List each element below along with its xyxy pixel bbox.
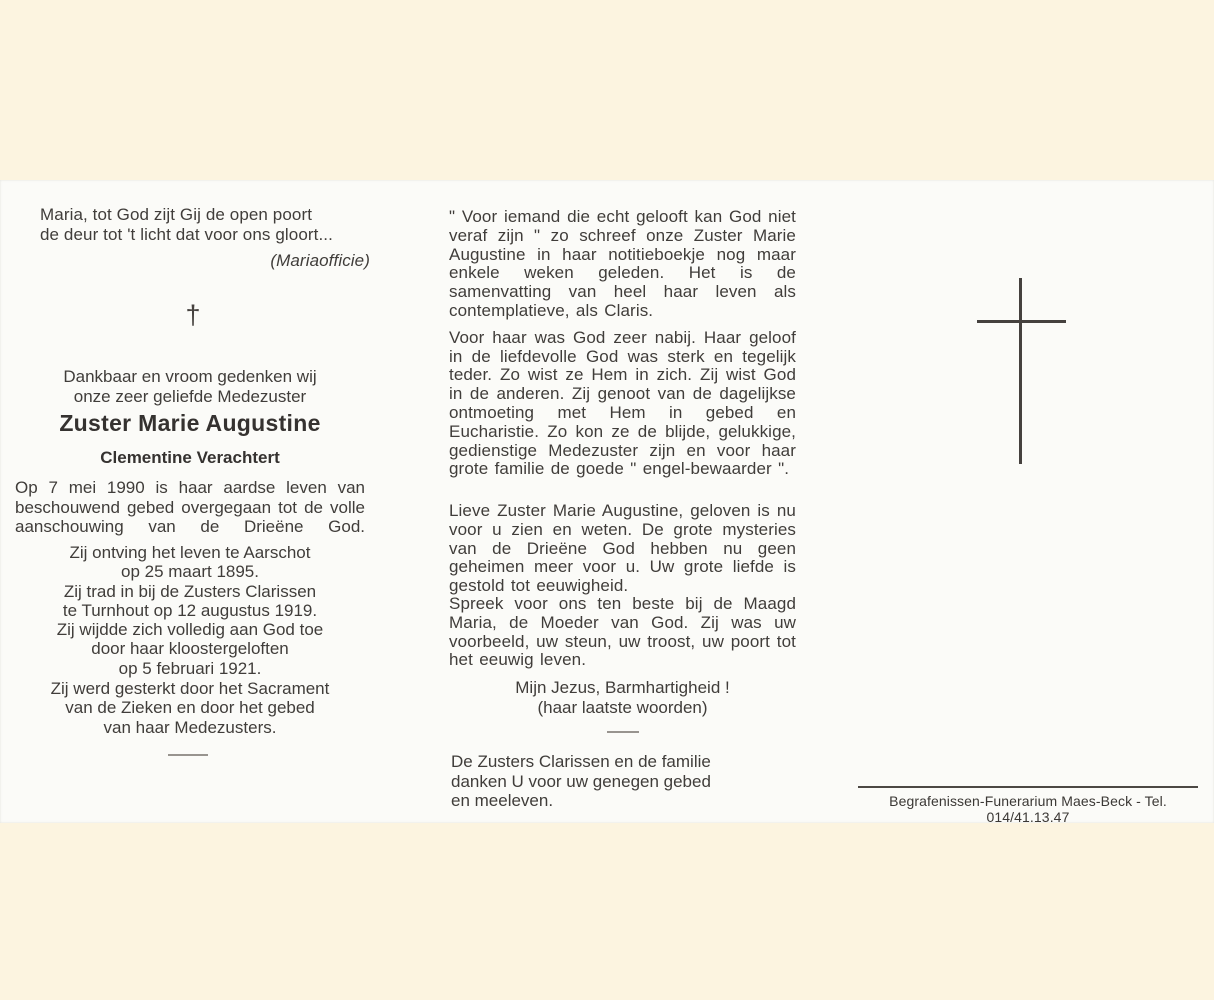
left-column [15, 180, 370, 823]
memorial-intro [15, 367, 365, 406]
sacrament-line: van haar Medezusters. [103, 717, 277, 737]
sacrament-line: van de Zieken en door het gebed [65, 698, 315, 718]
life-events [15, 543, 365, 678]
life-line: door haar kloostergeloften [91, 639, 289, 659]
life-line: Zij ontving het leven te Aarschot [69, 543, 311, 562]
last-words-line: (haar laatste woorden) [537, 697, 708, 717]
footer-rule [858, 786, 1198, 788]
quote-line: Maria, tot God zijt Gij de open poort [40, 205, 313, 224]
eulogy-paragraphs [449, 208, 796, 487]
quote-attribution: (Mariaofficie) [270, 251, 370, 270]
thanks-paragraph [451, 752, 798, 811]
eulogy-paragraph: Voor haar was God zeer nabij. Haar geloof in de liefdevolle God was sterk en tegelijk teder. Zo wist ze Hem in zich. Zij wist God in de anderen. Zij genoot van de dagelijkse ontmoeting met Hem in gebed en Eucharistie. Zo kon ze de blijde, gelukkige, gedienstige Medezuster zijn en voor haar grote familie de goede " engel-bewaarder ". [449, 327, 796, 479]
intro-line: onze zeer geliefde Medezuster [73, 386, 307, 406]
funeral-home-imprint: Begrafenissen-Funerarium Maes-Beck - Tel. 014/41.13.47 [889, 793, 1167, 825]
thanks-line: danken U voor uw genegen gebed [451, 771, 711, 791]
last-words-line: Mijn Jezus, Barmhartigheid ! [515, 678, 730, 697]
opening-quote [40, 205, 370, 271]
intro-line: Dankbaar en vroom gedenken wij [63, 367, 317, 386]
eulogy-paragraph: " Voor iemand die echt gelooft kan God niet veraf zijn " zo schreef onze Zuster Marie Augustine in haar notitieboekje nog maar enkele weken geleden. Het is de samenvatting van heel haar leven als contemplatieve, als Claris. [449, 207, 796, 320]
dagger-cross-icon: † [185, 300, 201, 330]
sacrament-paragraph [15, 679, 365, 737]
sacrament-line: Zij werd gesterkt door het Sacrament [50, 679, 330, 698]
life-line: Zij wijdde zich volledig aan God toe [56, 620, 324, 640]
life-line: op 25 maart 1895. [121, 562, 259, 582]
birth-name: Clementine Verachtert [100, 448, 280, 467]
cross-icon-bar [977, 320, 1066, 323]
section-divider [607, 731, 639, 733]
eulogy-paragraph: Lieve Zuster Marie Augustine, geloven is nu voor u zien en weten. De grote mysteries van de Drieëne God hebben nu geen geheimen meer voor u. Uw grote liefde is gestold tot eeuwigheid. [449, 501, 796, 596]
quote-line: de deur tot 't licht dat voor ons gloort... [40, 225, 333, 244]
eulogy-paragraph: Spreek voor ons ten beste bij de Maagd Maria, de Moeder van God. Zij was uw voorbeeld, uw steun, uw troost, uw poort tot het eeuwig leven. [449, 594, 796, 670]
deceased-name: Zuster Marie Augustine [59, 410, 321, 436]
right-panel [845, 180, 1214, 823]
life-line: te Turnhout op 12 augustus 1919. [62, 600, 318, 620]
thanks-line: De Zusters Clarissen en de familie [451, 752, 711, 771]
thanks-line: en meeleven. [451, 791, 554, 810]
eulogy-paragraph-3 [449, 502, 796, 604]
cross-icon [1019, 278, 1022, 464]
eulogy-paragraph-4 [449, 595, 796, 678]
last-words [449, 678, 796, 717]
life-line: op 5 februari 1921. [118, 658, 262, 678]
death-paragraph: Op 7 mei 1990 is haar aardse leven van beschouwend gebed overgegaan tot de volle aanschouwing van de Drieëne God. [15, 478, 365, 536]
section-divider [168, 754, 208, 756]
life-line: Zij trad in bij de Zusters Clarissen [63, 581, 317, 601]
memorial-card [0, 180, 1214, 823]
middle-column [449, 180, 796, 823]
